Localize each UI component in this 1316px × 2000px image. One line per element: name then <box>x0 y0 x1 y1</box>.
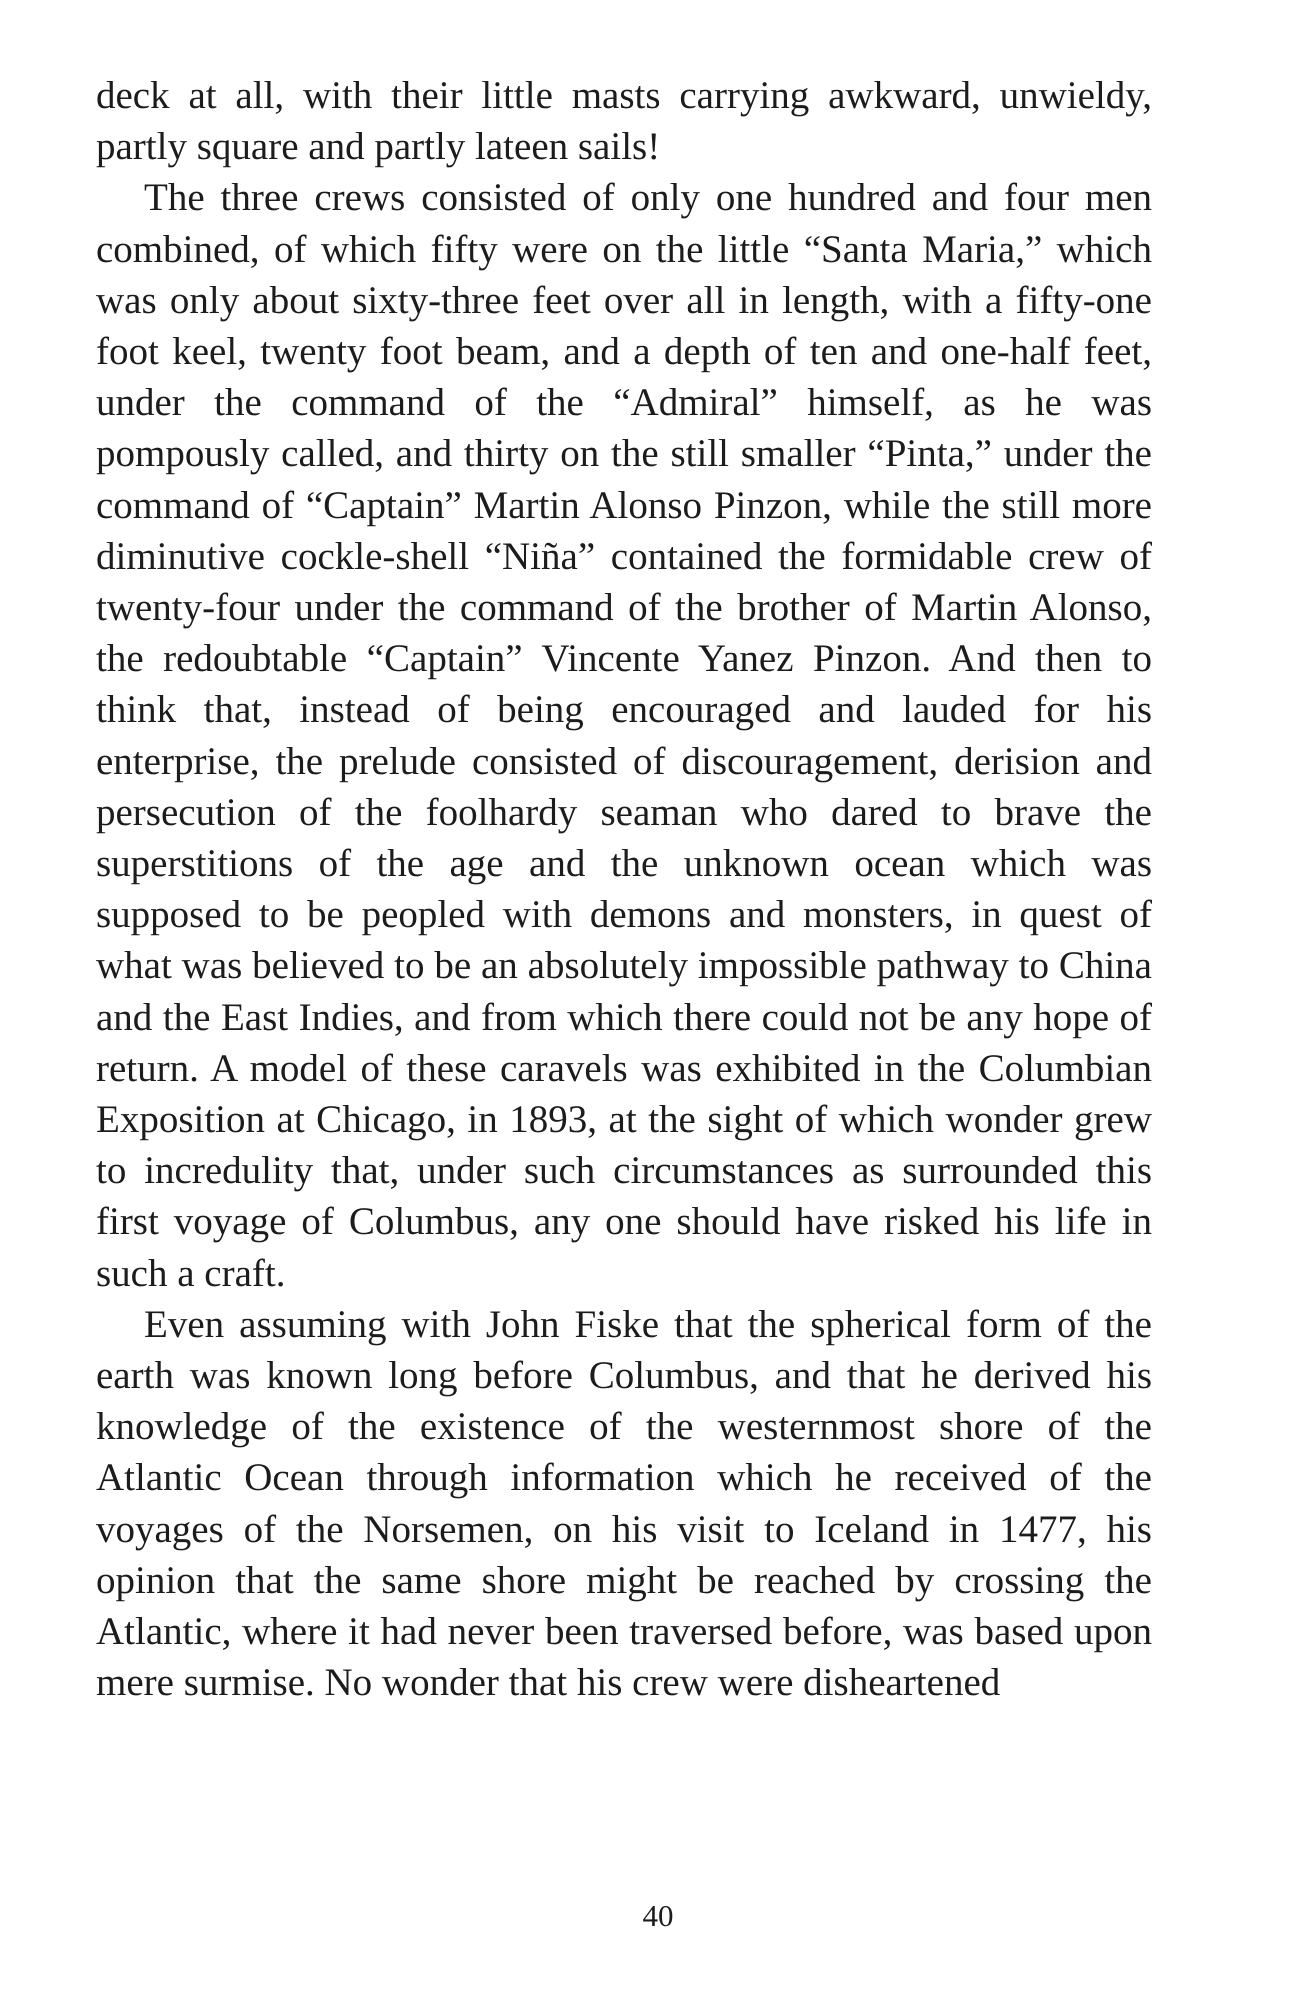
paragraph-crews: The three crews consisted of only one hundred and four men combined, of which fifty were on the little “Santa Maria,” which was only about sixty-three feet over all in length, with a fifty-one foot keel, twenty foot beam, and a depth of ten and one-half feet, under the command of the “Admiral” himself, as he was pompously called, and thirty on the still smaller “Pinta,” under the command of “Captain” Martin Alonso Pinzon, while the still more diminutive cockle-shell “Niña” contained the formidable crew of twenty-four under the command of the brother of Martin Alonso, the redoubtable “Captain” Vincente Yanez Pinzon. And then to think that, instead of being encouraged and lauded for his enterprise, the prelude consisted of discouragement, derision and persecution of the foolhardy seaman who dared to brave the superstitions of the age and the unknown ocean which was supposed to be peopled with demons and monsters, in quest of what was believed to be an absolutely impossible pathway to China and the East Indies, and from which there could not be any hope of return. A model of these caravels was exhibited in the Columbian Exposition at Chicago, in 1893, at the sight of which wonder grew to incredulity that, under such circumstances as surrounded this first voyage of Columbus, any one should have risked his life in such a craft. <box>96 176 1152 1295</box>
body-text <box>96 70 1152 1709</box>
paragraph-fiske: Even assuming with John Fiske that the spherical form of the earth was known long before Columbus, and that he derived his knowledge of the existence of the westernmost shore of the Atlantic Ocean through information which he received of the voyages of the Norsemen, on his visit to Iceland in 1477, his opinion that the same shore might be reached by crossing the Atlantic, where it had never been traversed before, was based upon mere surmise. No wonder that his crew were disheartened <box>96 1302 1152 1705</box>
page-number: 40 <box>642 1898 674 1933</box>
paragraph-continuation: deck at all, with their little masts carrying awkward, unwieldy, partly square and partly lateen sails! <box>96 74 1152 169</box>
